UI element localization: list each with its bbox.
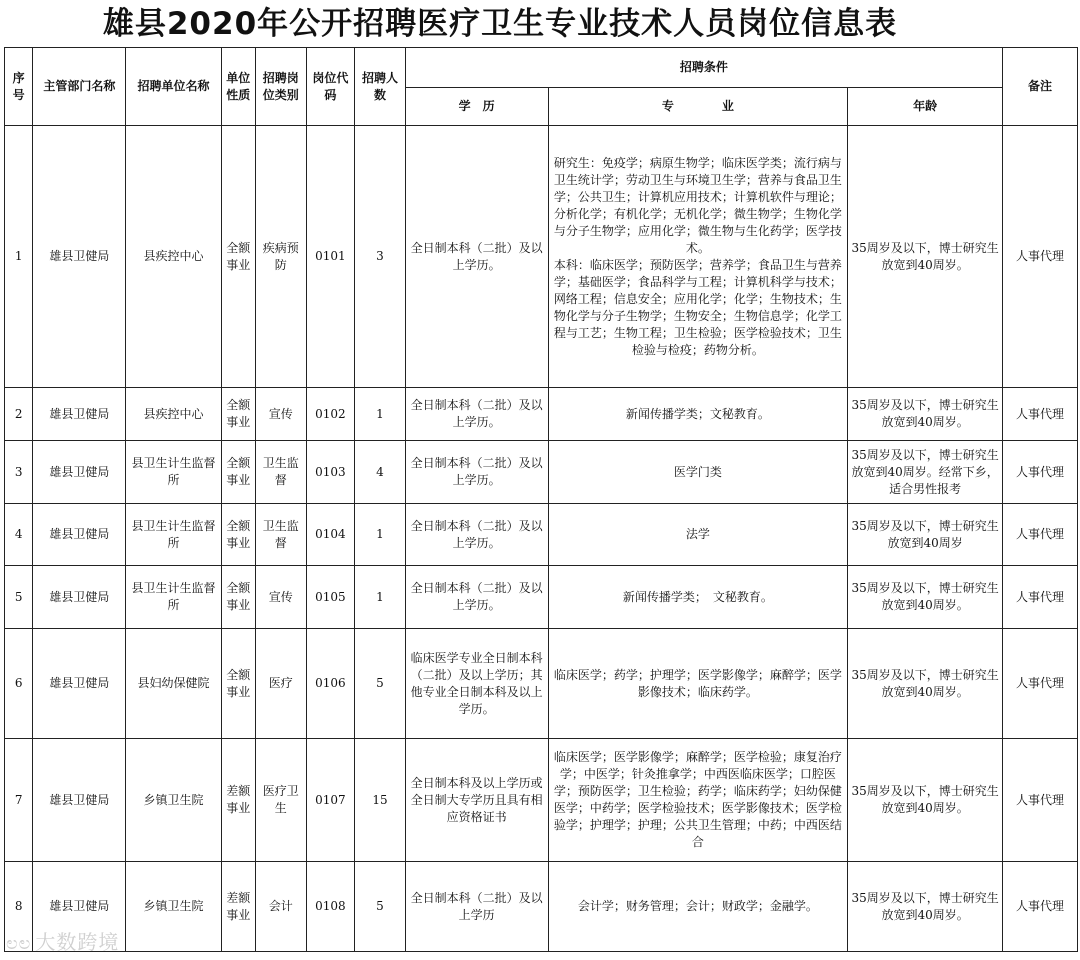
cell-remark: 人事代理 [1003, 441, 1078, 504]
cell-seq: 2 [5, 388, 33, 441]
header-nature: 单位性质 [221, 48, 255, 126]
cell-seq: 3 [5, 441, 33, 504]
cell-education: 全日制本科（二批）及以上学历 [405, 862, 548, 952]
cell-nature: 全额事业 [221, 126, 255, 388]
cell-count: 3 [355, 126, 406, 388]
cell-category: 宣传 [256, 388, 307, 441]
header-code: 岗位代码 [306, 48, 355, 126]
cell-code: 0106 [306, 629, 355, 739]
cell-nature: 全额事业 [221, 566, 255, 629]
cell-major: 临床医学；药学；护理学；医学影像学；麻醉学；医学影像技术；临床药学。 [548, 629, 848, 739]
cell-age: 35周岁及以下，博士研究生放宽到40周岁。经常下乡，适合男性报考 [848, 441, 1003, 504]
cell-education: 全日制本科及以上学历或全日制大专学历且具有相应资格证书 [405, 739, 548, 862]
cell-dept: 雄县卫健局 [33, 126, 126, 388]
table-row [5, 126, 1078, 388]
header-category: 招聘岗位类别 [256, 48, 307, 126]
cell-seq: 7 [5, 739, 33, 862]
cell-category: 疾病预防 [256, 126, 307, 388]
cell-category: 卫生监督 [256, 441, 307, 504]
cell-seq: 5 [5, 566, 33, 629]
watermark [6, 926, 119, 955]
recruitment-table [4, 47, 1078, 952]
cell-education: 全日制本科（二批）及以上学历。 [405, 441, 548, 504]
cell-nature: 全额事业 [221, 629, 255, 739]
header-seq: 序号 [5, 48, 33, 126]
cell-code: 0102 [306, 388, 355, 441]
cell-count: 1 [355, 566, 406, 629]
cell-seq: 8 [5, 862, 33, 952]
header-dept: 主管部门名称 [33, 48, 126, 126]
table-row [5, 566, 1078, 629]
cell-count: 1 [355, 388, 406, 441]
cell-dept: 雄县卫健局 [33, 441, 126, 504]
cell-age: 35周岁及以下，博士研究生放宽到40周岁。 [848, 388, 1003, 441]
header-major: 专 业 [548, 88, 848, 126]
cell-age: 35周岁及以下，博士研究生放宽到40周岁。 [848, 566, 1003, 629]
cell-unit: 县卫生计生监督所 [126, 504, 221, 566]
cell-code: 0107 [306, 739, 355, 862]
cell-nature: 差额事业 [221, 739, 255, 862]
cell-seq: 4 [5, 504, 33, 566]
cell-category: 卫生监督 [256, 504, 307, 566]
cell-unit: 县卫生计生监督所 [126, 566, 221, 629]
cell-remark: 人事代理 [1003, 862, 1078, 952]
cell-category: 医疗 [256, 629, 307, 739]
cell-count: 5 [355, 629, 406, 739]
cell-seq: 1 [5, 126, 33, 388]
table-row [5, 862, 1078, 952]
cell-code: 0101 [306, 126, 355, 388]
cell-seq: 6 [5, 629, 33, 739]
cell-nature: 全额事业 [221, 504, 255, 566]
cell-category: 医疗卫生 [256, 739, 307, 862]
cell-education: 全日制本科（二批）及以上学历。 [405, 388, 548, 441]
cell-count: 1 [355, 504, 406, 566]
cell-remark: 人事代理 [1003, 388, 1078, 441]
cell-dept: 雄县卫健局 [33, 504, 126, 566]
cell-remark: 人事代理 [1003, 126, 1078, 388]
header-count: 招聘人数 [355, 48, 406, 126]
cell-remark: 人事代理 [1003, 566, 1078, 629]
cell-education: 全日制本科（二批）及以上学历。 [405, 126, 548, 388]
cell-unit: 县疾控中心 [126, 126, 221, 388]
cell-age: 35周岁及以下，博士研究生放宽到40周岁。 [848, 739, 1003, 862]
cell-major: 新闻传播学类； 文秘教育。 [548, 566, 848, 629]
cell-major: 医学门类 [548, 441, 848, 504]
cell-dept: 雄县卫健局 [33, 629, 126, 739]
cell-remark: 人事代理 [1003, 504, 1078, 566]
cell-unit: 乡镇卫生院 [126, 739, 221, 862]
cell-dept: 雄县卫健局 [33, 739, 126, 862]
cell-education: 全日制本科（二批）及以上学历。 [405, 566, 548, 629]
watermark-logo-icon: ಲಲ [6, 933, 32, 954]
cell-age: 35周岁及以下，博士研究生放宽到40周岁。 [848, 126, 1003, 388]
cell-major: 新闻传播学类；文秘教育。 [548, 388, 848, 441]
table-row [5, 441, 1078, 504]
cell-nature: 全额事业 [221, 388, 255, 441]
cell-unit: 乡镇卫生院 [126, 862, 221, 952]
cell-dept: 雄县卫健局 [33, 566, 126, 629]
header-remark: 备注 [1003, 48, 1078, 126]
cell-remark: 人事代理 [1003, 629, 1078, 739]
table-row [5, 388, 1078, 441]
cell-major: 研究生：免疫学；病原生物学；临床医学类；流行病与卫生统计学；劳动卫生与环境卫生学；营养与食品卫生学；公共卫生；计算机应用技术；计算机软件与理论；分析化学；有机化学；无机化学；微生物学；生物化学与分子生物学；应用化学；微生物与生化药学；医学技术。 本科：临床医学；预防医学；营养学；食品卫生与营养学；基础医学；食品科学与工程；计算机科学与技术；网络工程；信息安全；应用化学；化学；生物技术；生物化学与分子生物学；生物安全；生物信息学；化学工程与工艺；生物工程；卫生检验；医学检验技术；卫生检验与检疫；药物分析。 [548, 126, 848, 388]
table-row [5, 504, 1078, 566]
cell-age: 35周岁及以下，博士研究生放宽到40周岁 [848, 504, 1003, 566]
watermark-text: 大数跨境 [35, 930, 120, 954]
header-education: 学 历 [405, 88, 548, 126]
cell-dept: 雄县卫健局 [33, 388, 126, 441]
table-row [5, 739, 1078, 862]
page-title: 雄县2020年公开招聘医疗卫生专业技术人员岗位信息表 [102, 6, 898, 42]
cell-unit: 县妇幼保健院 [126, 629, 221, 739]
cell-education: 全日制本科（二批）及以上学历。 [405, 504, 548, 566]
cell-count: 15 [355, 739, 406, 862]
cell-code: 0104 [306, 504, 355, 566]
header-unit: 招聘单位名称 [126, 48, 221, 126]
cell-dept: 雄县卫健局 [33, 862, 126, 952]
cell-remark: 人事代理 [1003, 739, 1078, 862]
cell-category: 会计 [256, 862, 307, 952]
cell-count: 5 [355, 862, 406, 952]
cell-code: 0103 [306, 441, 355, 504]
cell-age: 35周岁及以下，博士研究生放宽到40周岁。 [848, 629, 1003, 739]
cell-major: 临床医学；医学影像学；麻醉学；医学检验；康复治疗学；中医学；针灸推拿学；中西医临床医学；口腔医学；预防医学；卫生检验；药学；临床药学；妇幼保健医学；中药学；医学检验技术；医学影像技术；医学检验学；护理学；护理；公共卫生管理；中药；中西医结合 [548, 739, 848, 862]
cell-age: 35周岁及以下，博士研究生放宽到40周岁。 [848, 862, 1003, 952]
cell-education: 临床医学专业全日制本科（二批）及以上学历；其他专业全日制本科及以上学历。 [405, 629, 548, 739]
cell-nature: 差额事业 [221, 862, 255, 952]
cell-major: 会计学；财务管理；会计；财政学；金融学。 [548, 862, 848, 952]
header-age: 年龄 [848, 88, 1003, 126]
cell-category: 宣传 [256, 566, 307, 629]
table-row [5, 629, 1078, 739]
cell-major: 法学 [548, 504, 848, 566]
cell-unit: 县疾控中心 [126, 388, 221, 441]
cell-code: 0105 [306, 566, 355, 629]
header-conditions: 招聘条件 [405, 48, 1002, 88]
cell-nature: 全额事业 [221, 441, 255, 504]
cell-code: 0108 [306, 862, 355, 952]
cell-count: 4 [355, 441, 406, 504]
cell-unit: 县卫生计生监督所 [126, 441, 221, 504]
